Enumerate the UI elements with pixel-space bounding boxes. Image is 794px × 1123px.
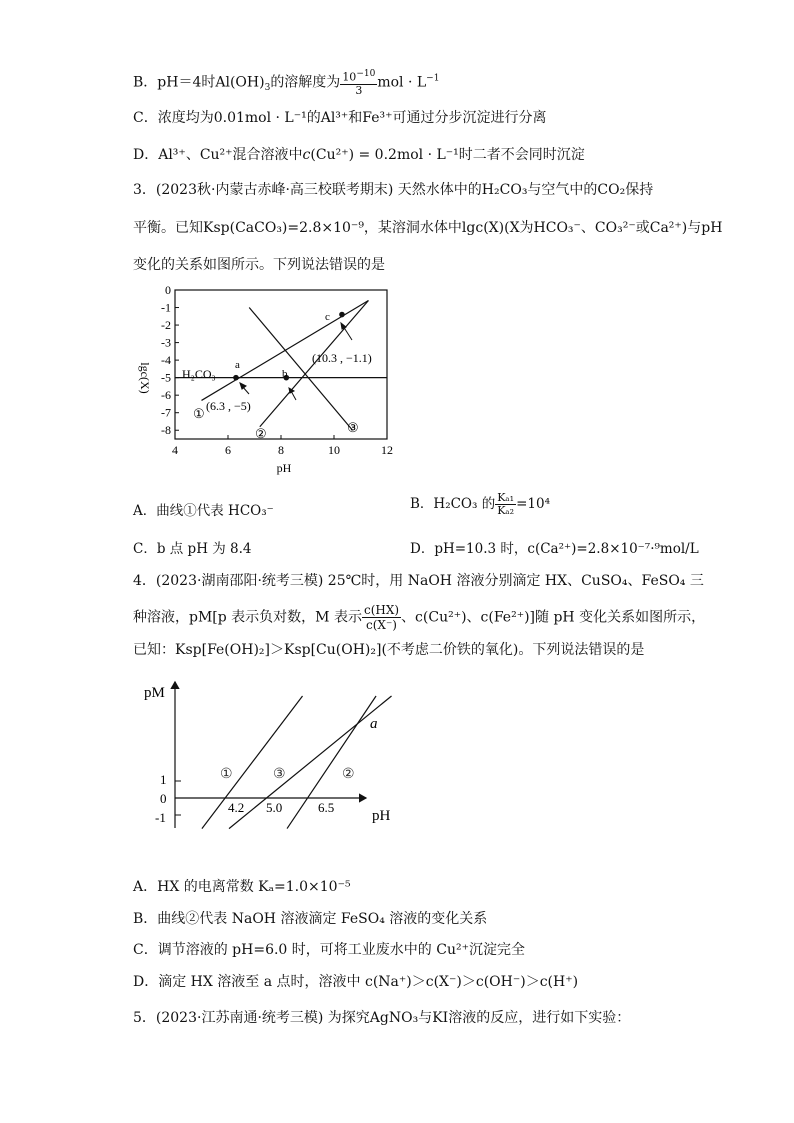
q4-label-curve2: ② [342,767,355,782]
q3-option-b: B．H₂CO₃ 的 $\frac{\text{Kₐ₁}}{\text{Kₐ₂}}$ =10⁴ [410,491,550,517]
q4-xtick-4.2: 4.2 [228,800,245,815]
q3-ytick-label: -4 [161,353,171,368]
q5-stem: 5．(2023·江苏南通·统考三模) 为探究AgNO₃与KI溶液的反应，进行如下实验： [133,1010,631,1026]
q4-stem-fraction: $\frac{c(HX)}{c(X^-)}$ [363,603,400,632]
q3-option-d: D．pH=10.3 时，c(Ca²⁺)=2.8×10⁻⁷·⁹mol/L [410,541,699,557]
q3-xtick-label: 12 [381,443,393,457]
q3-ytick-label: -2 [161,318,171,333]
q3-chart [130,284,400,480]
q2-option-d: D．Al³⁺、Cu²⁺混合溶液中c(Cu²⁺) = 0.2mol · L⁻¹时二者不会同时沉淀 [133,147,585,163]
q3-label-curve1: ① [193,406,205,421]
q3-ytick-label: -5 [161,370,171,385]
q3-option-a: A．曲线①代表 HCO₃⁻ [133,503,274,519]
q3-ylabel: lgc(X) [138,362,152,394]
q4-label-curve1: ① [220,767,233,782]
q4-ytick-neg1: -1 [155,810,166,825]
q3-ytick-label: -6 [161,388,171,403]
q4-ytick-0: 0 [160,791,167,806]
q4-ytick-1: 1 [160,772,167,787]
q3-label-h2co3: H₂CO₃ [182,367,216,381]
q3-label-b: b [282,368,288,380]
q4-option-c: C．调节溶液的 pH=6.0 时，可将工业废水中的 Cu²⁺沉淀完全 [133,942,525,958]
q3-xlabel: pH [276,461,292,475]
q3-xtick-label: 8 [278,443,284,457]
q4-option-d: D．滴定 HX 溶液至 a 点时，溶液中 c(Na⁺)＞c(X⁻)＞c(OH⁻)＞c(H⁺) [133,974,579,990]
q3-label-a-coord: (6.3 , −5) [206,399,251,413]
q2-optb-fraction: $\frac{10^{-10}}{3}$ [342,69,376,97]
q3-optb-fraction: $\frac{\text{Kₐ₁}}{\text{Kₐ₂}}$ [497,491,515,517]
q4-series-line-2 [229,696,392,829]
q3-xtick-label: 6 [225,443,231,457]
q4-xtick-5.0: 5.0 [266,800,283,815]
q4-xtick-6.5: 6.5 [318,800,335,815]
q3-xtick-label: 10 [328,443,340,457]
q4-option-a: A．HX 的电离常数 Kₐ=1.0×10⁻⁵ [133,879,351,895]
q4-series-line-1 [202,696,303,829]
q3-point-c [339,312,345,318]
q3-label-curve2: ② [255,426,267,441]
q4-xlabel: pH [372,808,391,824]
q3-ytick-label: 0 [165,284,171,297]
q2-option-c: C．浓度均为0.01mol · L⁻¹的Al³⁺和Fe³⁺可通过分步沉淀进行分离 [133,110,547,126]
q3-xtick-label: 4 [172,443,178,457]
q3-series-line-3 [249,308,352,431]
q3-ytick-label: -1 [161,300,171,315]
q3-ytick-label: -8 [161,423,171,438]
q3-stem-line2: 平衡。已知Ksp(CaCO₃)=2.8×10⁻⁹，某溶洞水体中lgc(X)(X为HCO₃⁻、CO₃²⁻或Ca²⁺)与pH [133,220,723,236]
q3-stem-line1: 3．(2023秋·内蒙古赤峰·高三校联考期末) 天然水体中的H₂CO₃与空气中的CO₂保持 [133,182,654,198]
q2-option-b: B．pH＝4时$Al(OH)_3$的溶解度为 $\frac{10^{-10}}{3}$ mol · $L^{-1}$ [133,69,440,97]
q3-stem-line3: 变化的关系如图所示。下列说法错误的是 [133,257,385,273]
q4-ylabel: pM [144,685,165,701]
q4-chart [140,676,410,836]
q3-option-c: C．b 点 pH 为 8.4 [133,541,252,557]
q4-label-a: a [370,716,378,732]
q3-label-a: a [235,359,240,371]
q4-stem-line3: 已知：Ksp[Fe(OH)₂]＞Ksp[Cu(OH)₂](不考虑二价铁的氧化)。下列说法错误的是 [133,642,645,658]
q4-stem-line1: 4．(2023·湖南邵阳·统考三模) 25℃时，用 NaOH 溶液分别滴定 HX、CuSO₄、FeSO₄ 三 [133,573,704,589]
q3-label-c-coord: (10.3 , −1.1) [312,351,372,365]
q3-label-c: c [325,311,330,323]
q3-ytick-label: -3 [161,335,171,350]
q3-ytick-label: -7 [161,405,171,420]
q4-option-b: B．曲线②代表 NaOH 溶液滴定 FeSO₄ 溶液的变化关系 [133,911,488,927]
q3-point-a [233,375,239,381]
q4-stem-line2: 种溶液，pM[p 表示负对数，M 表示 $\frac{c(HX)}{c(X^-)}$ 、c(Cu²⁺)、c(Fe²⁺)]随 pH 变化关系如图所示， [133,603,706,632]
q3-label-curve3: ③ [347,420,359,435]
q4-label-curve3: ③ [273,767,286,782]
